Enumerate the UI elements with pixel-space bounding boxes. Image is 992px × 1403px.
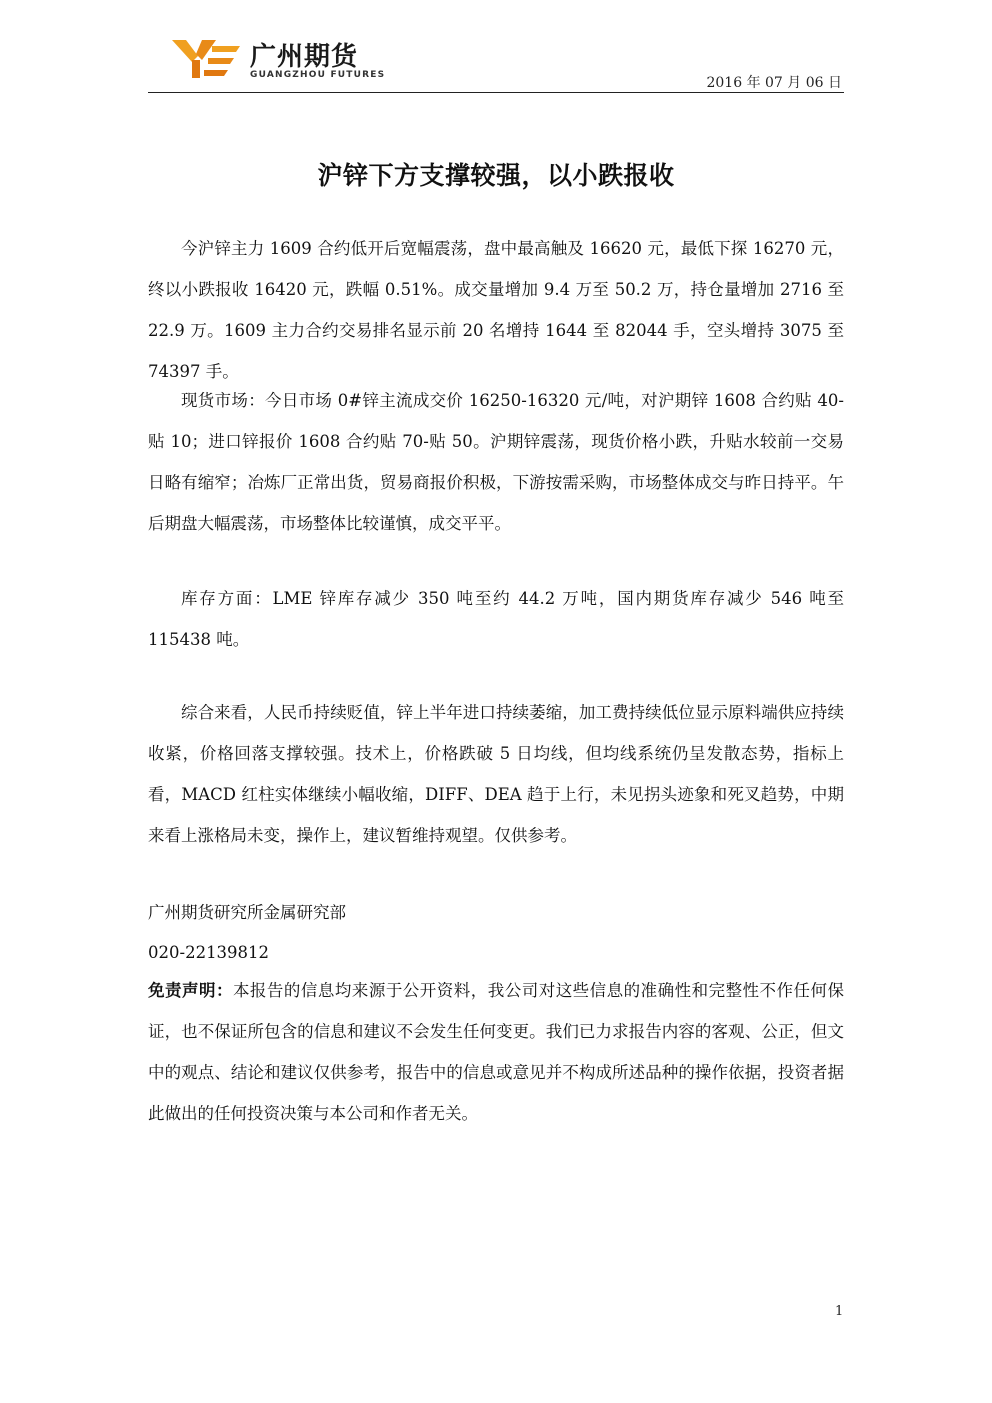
logo-english-name: GUANGZHOU FUTURES	[250, 70, 386, 80]
paragraph-market: 今沪锌主力 1609 合约低开后宽幅震荡，盘中最高触及 16620 元，最低下探 16270 元，终以小跌报收 16420 元，跌幅 0.51%。成交量增加 9.4 万至 50.2 万，持仓量增加 2716 至 22.9 万。1609 主力合约交易排名显示前 20 名增持 1644 至 82044 手，空头增持 3075 至 74397 手。	[148, 239, 844, 381]
company-logo-icon	[172, 38, 242, 78]
disclaimer-text: 本报告的信息均来源于公开资料，我公司对这些信息的准确性和完整性不作任何保证，也不保证所包含的信息和建议不会发生任何变更。我们已力求报告内容的客观、公正，但文中的观点、结论和建议仅供参考，报告中的信息或意见并不构成所述品种的操作依据，投资者据此做出的任何投资决策与本公司和作者无关。	[148, 981, 845, 1123]
paragraph-inventory: 库存方面：LME 锌库存减少 350 吨至约 44.2 万吨，国内期货库存减少 546 吨至 115438 吨。	[148, 589, 844, 649]
disclaimer	[148, 970, 844, 1134]
disclaimer-label: 免责声明：	[148, 981, 233, 1000]
page-number: 1	[835, 1304, 844, 1319]
department-name: 广州期货研究所金属研究部	[148, 903, 346, 922]
logo-chinese-name: 广州期货	[250, 42, 359, 72]
report-date: 2016 年 07 月 06 日	[706, 75, 842, 91]
report-title: 沪锌下方支撑较强，以小跌报收	[317, 161, 675, 190]
header-divider	[148, 92, 844, 93]
company-logo	[172, 36, 386, 88]
paragraph-spot-market: 现货市场：今日市场 0#锌主流成交价 16250-16320 元/吨，对沪期锌 1608 合约贴 40-贴 10；进口锌报价 1608 合约贴 70-贴 50。沪期锌震荡，现货价格小跌，升贴水较前一交易日略有缩窄；冶炼厂正常出货，贸易商报价积极，下游按需采购，市场整体成交与昨日持平。午后期盘大幅震荡，市场整体比较谨慎，成交平平。	[148, 391, 844, 533]
paragraph-summary: 综合来看，人民币持续贬值，锌上半年进口持续萎缩，加工费持续低位显示原料端供应持续收紧，价格回落支撑较强。技术上，价格跌破 5 日均线，但均线系统仍呈发散态势，指标上看，MACD 红柱实体继续小幅收缩，DIFF、DEA 趋于上行，未见拐头迹象和死叉趋势，中期来看上涨格局未变，操作上，建议暂维持观望。仅供参考。	[148, 703, 844, 845]
phone-number: 020-22139812	[148, 943, 270, 962]
